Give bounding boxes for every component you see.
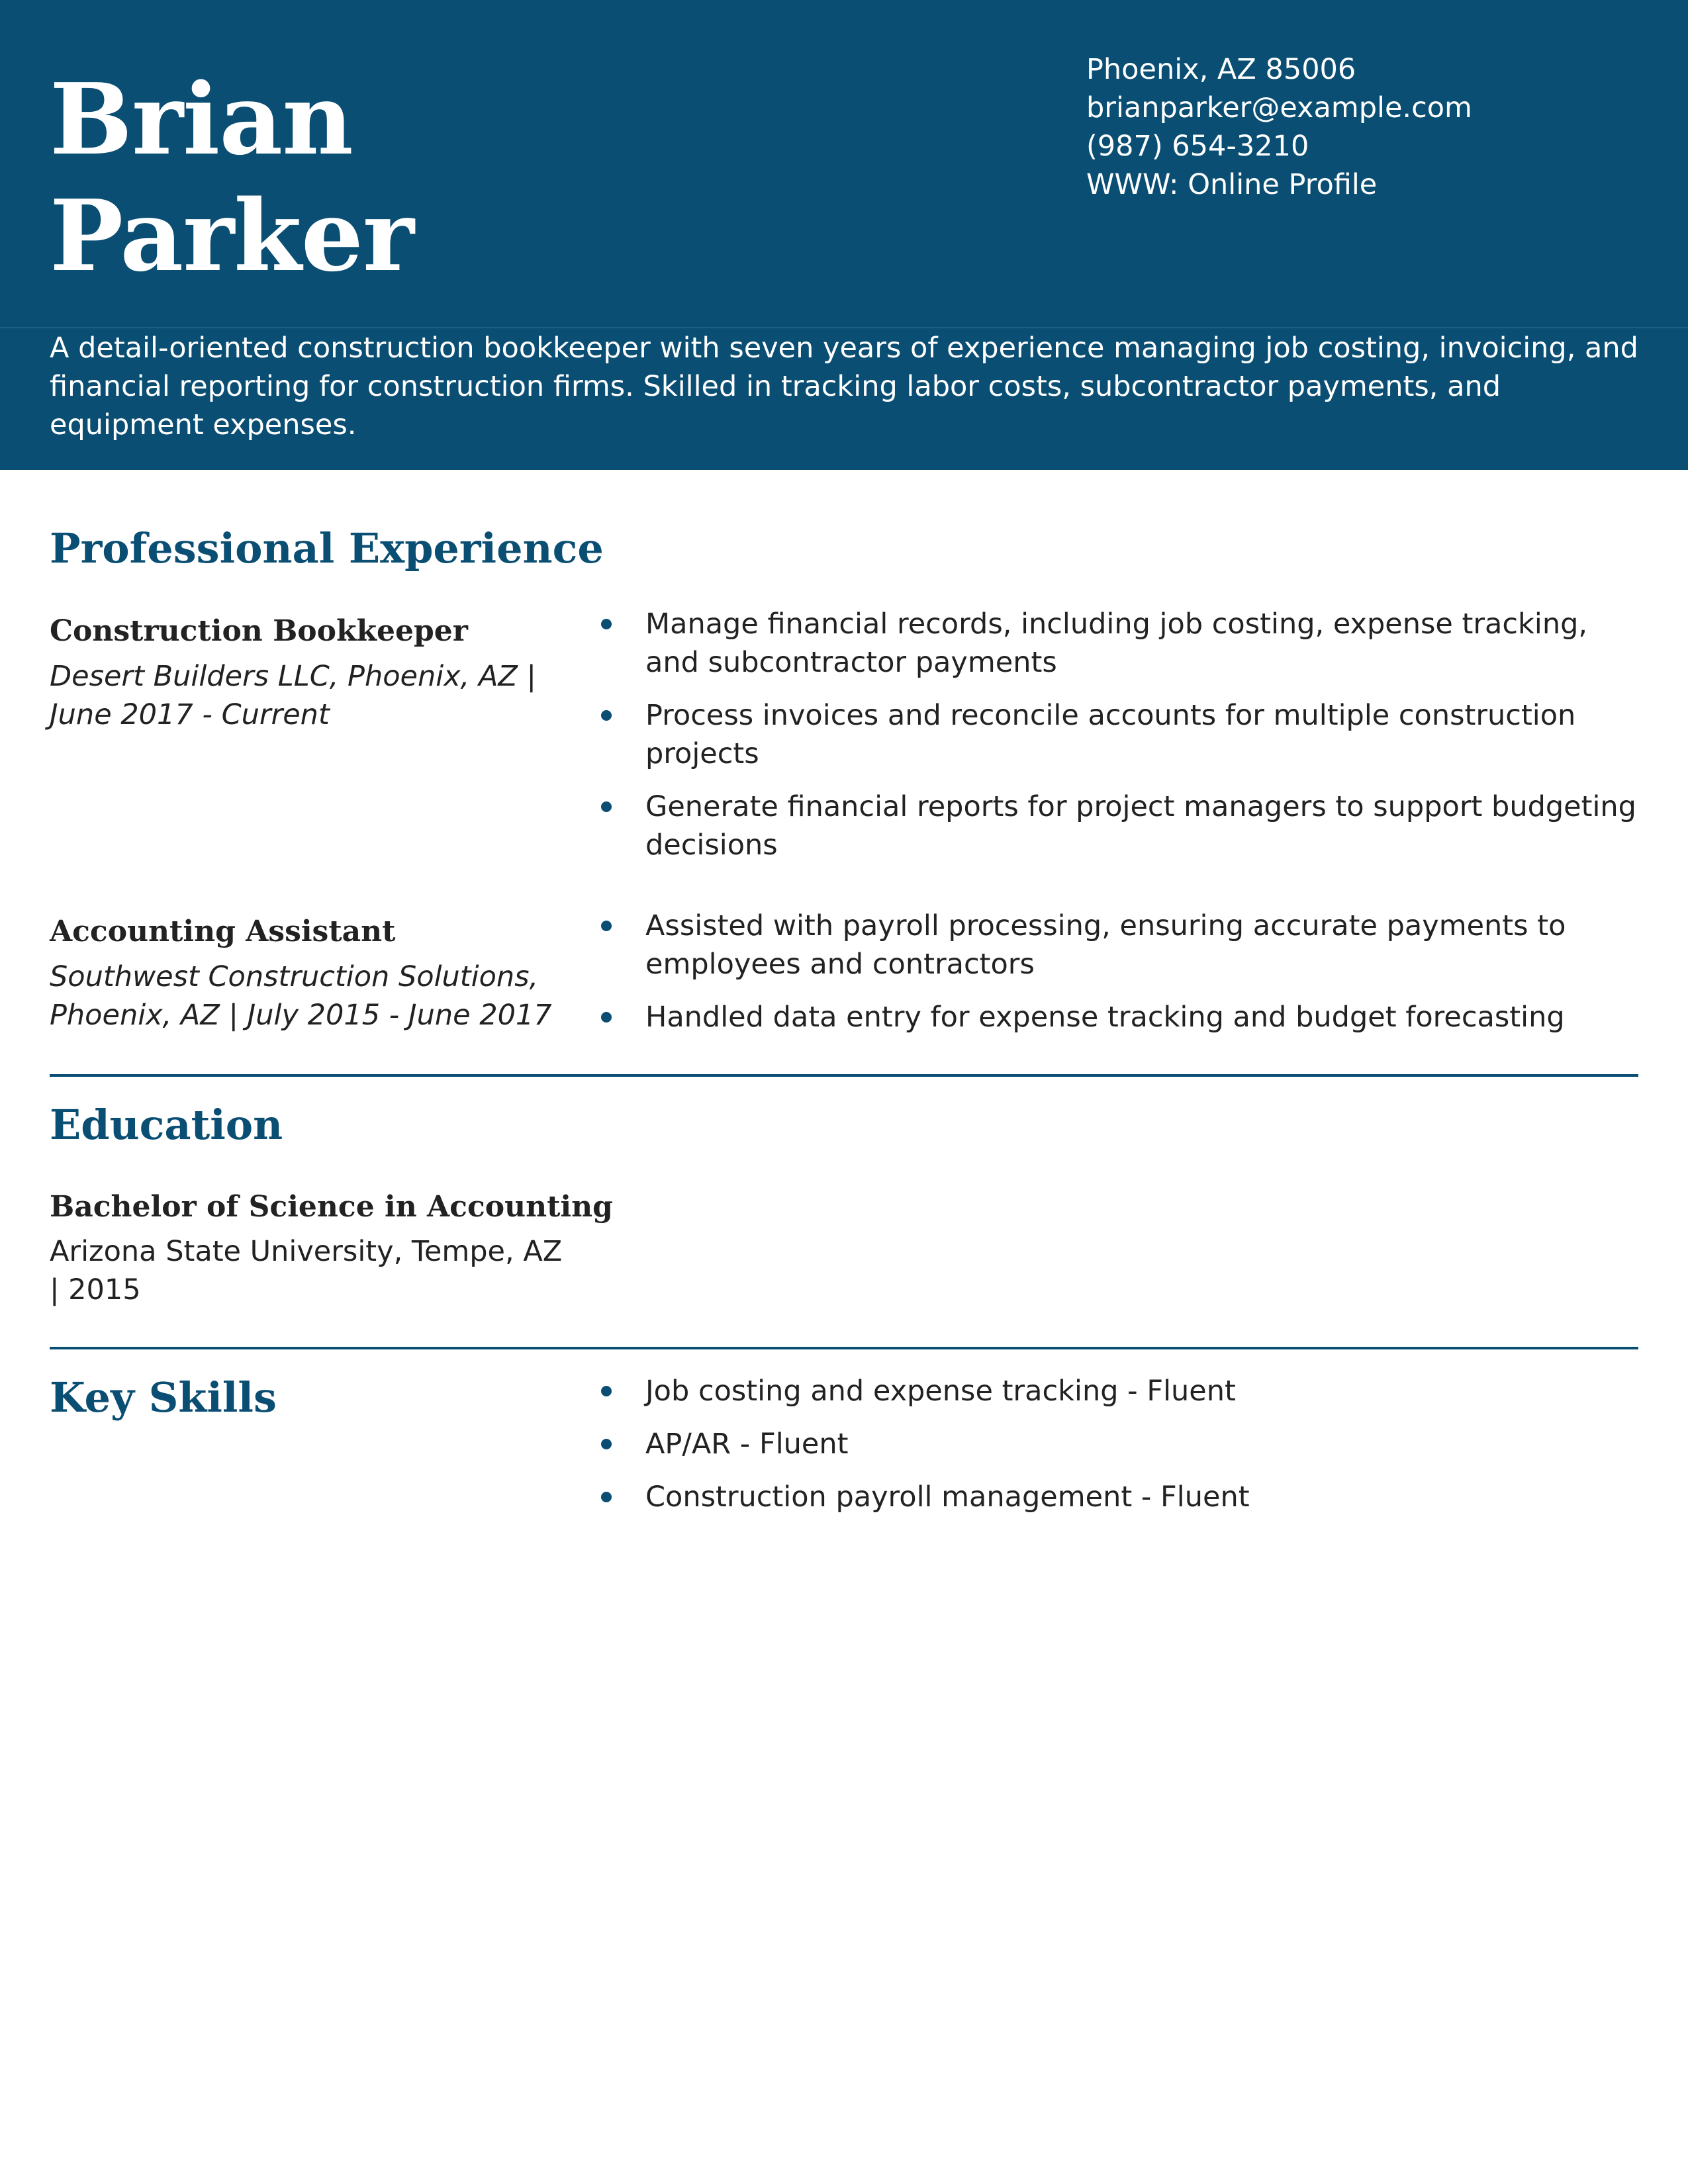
bullet-icon: [601, 1012, 612, 1023]
experience-section-title: Professional Experience: [50, 524, 604, 572]
section-divider: [50, 1074, 1638, 1077]
bullet-text: Manage financial records, including job costing, expense tracking, and subcontractor payments: [645, 608, 1588, 679]
bullet-icon: [601, 801, 612, 812]
bullet-icon: [601, 1386, 612, 1396]
list-item: [596, 907, 1642, 983]
bullet-text: Assisted with payroll processing, ensuring accurate payments to employees and contractors: [645, 909, 1566, 981]
skill-text: Job costing and expense tracking - Fluent: [645, 1375, 1236, 1408]
job-bullet-list: [596, 907, 1642, 1051]
contact-phone: (987) 654-3210: [1086, 130, 1309, 163]
contact-location: Phoenix, AZ 85006: [1086, 53, 1356, 86]
skills-list: [596, 1372, 1642, 1531]
contact-website[interactable]: WWW: Online Profile: [1086, 168, 1378, 201]
skills-section-title: Key Skills: [50, 1373, 277, 1422]
bullet-icon: [601, 1492, 612, 1502]
bullet-icon: [601, 619, 612, 629]
bullet-icon: [601, 710, 612, 721]
professional-summary: A detail-oriented construction bookkeeper with seven years of experience managing job costing, invoicing, and financial reporting for construction firms. Skilled in tracking labor costs, subcontractor payments, and equipment expenses.: [50, 332, 1638, 441]
bullet-text: Handled data entry for expense tracking and budget forecasting: [645, 1001, 1565, 1034]
bullet-text: Generate financial reports for project managers to support budgeting decisions: [645, 790, 1636, 862]
list-item: [596, 696, 1642, 773]
job-title: Construction Bookkeeper: [50, 614, 468, 648]
education-meta: Arizona State University, Tempe, AZ | 2015: [50, 1235, 563, 1306]
candidate-name: [50, 61, 414, 294]
bullet-text: Process invoices and reconcile accounts for multiple construction projects: [645, 699, 1576, 770]
job-meta: Desert Builders LLC, Phoenix, AZ | June 2017 - Current: [50, 660, 537, 731]
section-divider: [50, 1347, 1638, 1349]
list-item: [596, 1478, 1642, 1516]
header-divider: [0, 327, 1688, 328]
list-item: [596, 788, 1642, 864]
list-item: [596, 1372, 1642, 1410]
education-section-title: Education: [50, 1101, 283, 1149]
job-bullet-list: [596, 605, 1642, 879]
job-meta: Southwest Construction Solutions, Phoenix, AZ | July 2015 - June 2017: [50, 960, 552, 1032]
contact-block: [1086, 50, 1472, 204]
skill-text: Construction payroll management - Fluent: [645, 1480, 1250, 1514]
skill-text: AP/AR - Fluent: [645, 1428, 849, 1461]
education-degree: Bachelor of Science in Accounting: [50, 1190, 613, 1224]
first-name: Brian: [50, 62, 353, 177]
job-title: Accounting Assistant: [50, 915, 396, 948]
list-item: [596, 1425, 1642, 1463]
list-item: [596, 998, 1642, 1036]
bullet-icon: [601, 921, 612, 931]
contact-email[interactable]: brianparker@example.com: [1086, 91, 1472, 124]
bullet-icon: [601, 1439, 612, 1449]
list-item: [596, 605, 1642, 682]
last-name: Parker: [50, 178, 414, 293]
